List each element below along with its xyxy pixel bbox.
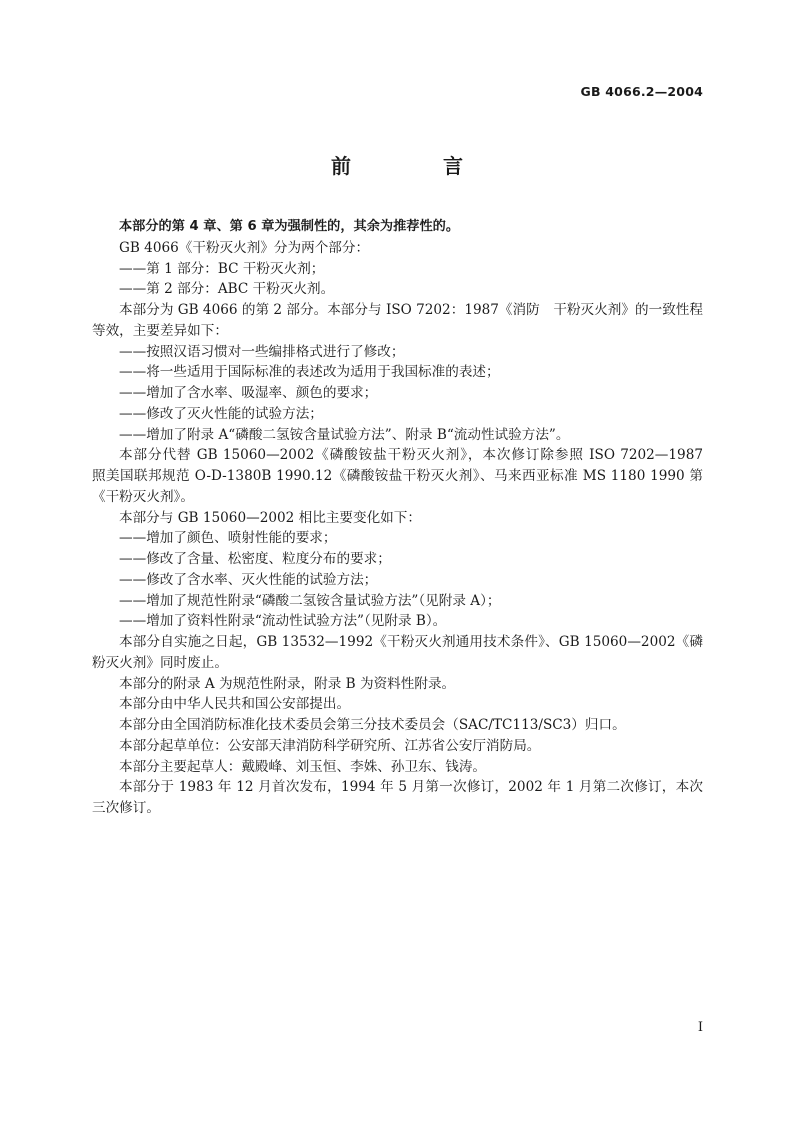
text-line: 本部分自实施之日起，GB 13532—1992《干粉灭火剂通用技术条件》、GB 15060—2002《磷 [119,634,703,650]
text-line: 本部分与 GB 15060—2002 相比主要变化如下： [119,509,421,526]
text-line: ——增加了含水率、吸湿率、颜色的要求； [119,385,378,401]
text-line: 本部分于 1983 年 12 月首次发布，1994 年 5 月第一次修订，2002 年 1 月第二次修订，本次 [119,779,703,796]
text-line: 本部分起草单位：公安部天津消防科学研究所、江苏省公安厅消防局。 [119,737,541,754]
text-line: ——增加了规范性附录“磷酸二氢铵含量试验方法”（见附录 A）； [119,592,501,609]
text-line: 本部分的第 4 章、第 6 章为强制性的，其余为推荐性的。 [119,219,460,234]
text-line: 粉灭火剂》同时废止。 [92,654,228,671]
text-line: ——第 2 部分：ABC 干粉灭火剂。 [119,281,335,298]
text-line: ——增加了资料性附录“流动性试验方法”（见附录 B）。 [119,613,447,630]
text-line: ——修改了含量、松密度、粒度分布的要求； [119,551,391,567]
page-title: 前 言 [331,154,499,178]
text-line: ——按照汉语习惯对一些编排格式进行了修改； [119,343,405,360]
standard-code-header: GB 4066.2—2004 [580,84,703,99]
text-line: ——将一些适用于国际标准的表述改为适用于我国标准的表述； [119,364,500,381]
page-number: I [697,1020,703,1035]
text-line: 本部分由中华人民共和国公安部提出。 [119,696,351,713]
text-line: 本部分为 GB 4066 的第 2 部分。本部分与 ISO 7202：1987《消防 干粉灭火剂》的一致性程 [119,302,703,318]
text-line: 本部分的附录 A 为规范性附录，附录 B 为资料性附录。 [119,675,456,692]
text-line: GB 4066《干粉灭火剂》分为两个部分： [119,239,370,256]
text-line: ——修改了含水率、灭火性能的试验方法； [119,571,378,588]
foreword-body [92,217,703,819]
text-line: ——增加了颜色、喷射性能的要求； [119,530,337,547]
text-line: 照美国联邦规范 O-D-1380B 1990.12《磷酸铵盐干粉灭火剂》、马来西亚标准 MS 1180 1990 第 [92,468,703,484]
text-line: 本部分代替 GB 15060—2002《磷酸铵盐干粉灭火剂》，本次修订除参照 ISO 7202—1987 [119,447,703,464]
text-line: 《干粉灭火剂》。 [92,488,194,505]
text-line: ——修改了灭火性能的试验方法； [119,405,323,422]
text-line: ——第 1 部分：BC 干粉灭火剂； [119,260,325,277]
text-line: ——增加了附录 A“磷酸二氢铵含量试验方法”、附录 B“流动性试验方法”。 [119,426,570,443]
text-line: 本部分主要起草人：戴殿峰、刘玉恒、李姝、孙卫东、钱涛。 [119,758,487,775]
text-line: 三次修订。 [92,800,160,816]
text-line: 本部分由全国消防标准化技术委员会第三分技术委员会（SAC/TC113/SC3）归口。 [119,717,626,733]
text-line: 等效，主要差异如下： [92,322,228,339]
